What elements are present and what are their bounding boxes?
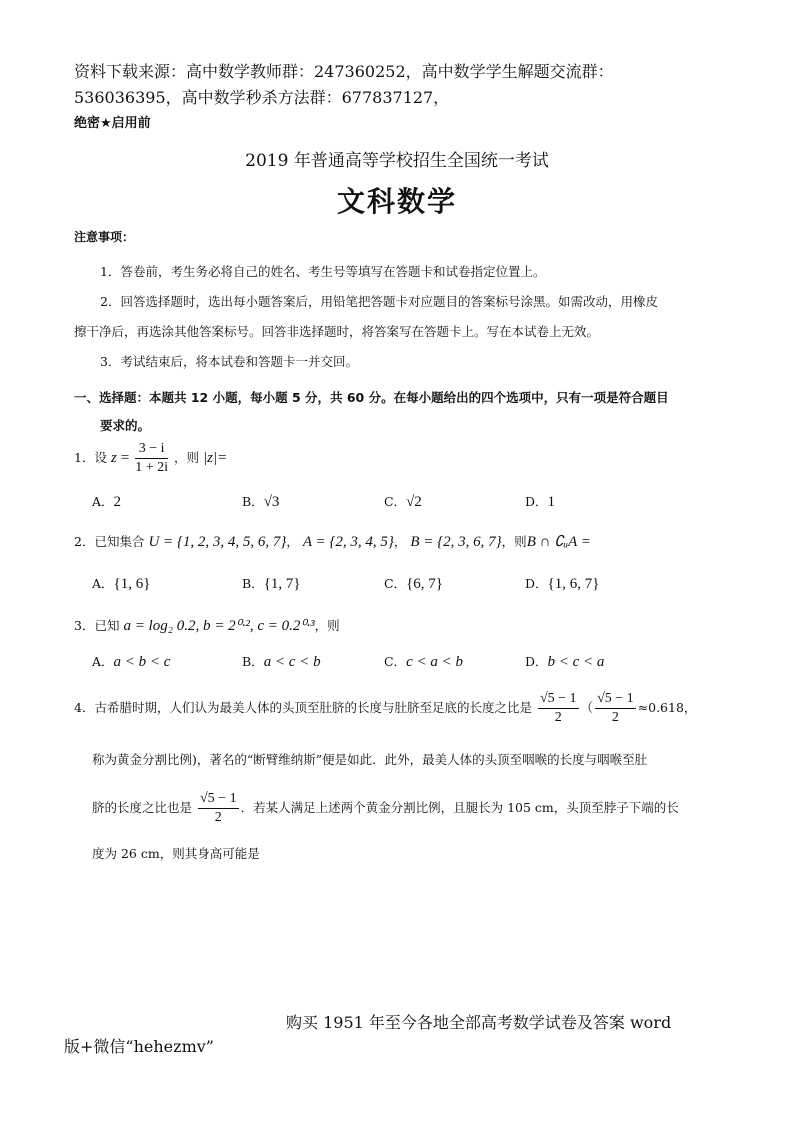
option-label: C． bbox=[384, 494, 407, 509]
q1-option-c[interactable] bbox=[384, 492, 422, 511]
q4-line-1-text: 4．古希腊时期，人们认为最美人体的头顶至肚脐的长度与肚脐至足底的长度之比是 bbox=[74, 700, 532, 715]
question-4-line-4: 度为 26 cm，则其身高可能是 bbox=[92, 846, 260, 861]
q2-option-d[interactable] bbox=[525, 574, 599, 593]
q2-option-c[interactable] bbox=[384, 574, 443, 593]
q3-expression: a = log₂ 0.2, b = 2⁰·², c = 0.2⁰·³ bbox=[123, 618, 315, 634]
q3-option-d[interactable] bbox=[525, 652, 604, 671]
q1-abs: |z|= bbox=[203, 450, 228, 466]
section-line-2: 要求的。 bbox=[100, 418, 151, 433]
footer-line-2: 版+微信“hehezmv” bbox=[64, 1037, 214, 1056]
confidential-label: 绝密★启用前 bbox=[74, 116, 151, 131]
option-label: A． bbox=[92, 576, 114, 591]
question-3 bbox=[74, 616, 340, 635]
q2-set-a: A = {2, 3, 4, 5} bbox=[302, 534, 394, 550]
q1-option-a[interactable] bbox=[92, 492, 121, 511]
q4-approx: ≈0.618， bbox=[637, 700, 697, 715]
option-value: {1, 6} bbox=[113, 576, 151, 592]
fraction-numerator: √5 − 1 bbox=[538, 690, 579, 709]
q2-set-b: B = {2, 3, 6, 7} bbox=[410, 534, 502, 550]
option-label: D． bbox=[525, 654, 548, 669]
option-label: B． bbox=[242, 654, 264, 669]
q3-option-c[interactable] bbox=[384, 652, 463, 671]
subject-title: 文科数学 bbox=[336, 185, 457, 218]
option-value: {1, 7} bbox=[263, 576, 301, 592]
option-value: a < c < b bbox=[263, 654, 321, 670]
q3-lead: 3．已知 bbox=[74, 618, 120, 633]
option-label: B． bbox=[242, 576, 264, 591]
option-value: 2 bbox=[113, 494, 122, 510]
option-value: √2 bbox=[406, 494, 422, 510]
header-source-line-2: 536036395，高中数学秒杀方法群：677837127， bbox=[74, 88, 450, 107]
q2-lead: 2．已知集合 bbox=[74, 534, 145, 549]
option-label: C． bbox=[384, 654, 407, 669]
q1-lead: 1．设 bbox=[74, 450, 107, 465]
question-1 bbox=[74, 440, 227, 477]
question-4-line-1 bbox=[74, 690, 734, 727]
notice-item-3: 3．考试结束后，将本试卷和答题卡一并交回。 bbox=[100, 354, 358, 369]
option-value: b < c < a bbox=[547, 654, 605, 670]
q4-golden-ratio-fraction-3 bbox=[198, 790, 239, 827]
option-value: a < b < c bbox=[113, 654, 171, 670]
q4-golden-ratio-fraction-2 bbox=[595, 690, 636, 727]
notice-item-2a: 2．回答选择题时，选出每小题答案后，用铅笔把答题卡对应题目的答案标号涂黑。如需改动，用橡皮 bbox=[100, 294, 658, 309]
option-label: D． bbox=[525, 576, 548, 591]
option-label: C． bbox=[384, 576, 407, 591]
fraction-numerator: √5 − 1 bbox=[595, 690, 636, 709]
q1-fraction-denominator: 1 + 2i bbox=[135, 460, 169, 475]
option-label: B． bbox=[242, 494, 264, 509]
exam-title: 2019 年普通高等学校招生全国统一考试 bbox=[245, 151, 549, 171]
q2-option-a[interactable] bbox=[92, 574, 150, 593]
notice-item-2b: 擦干净后，再选涂其他答案标号。回答非选择题时，将答案写在答题卡上。写在本试卷上无效。 bbox=[74, 324, 600, 339]
fraction-denominator: 2 bbox=[214, 810, 222, 825]
fraction-denominator: 2 bbox=[554, 710, 562, 725]
q1-fraction bbox=[135, 440, 168, 477]
q3-option-b[interactable] bbox=[242, 652, 321, 671]
option-value: {6, 7} bbox=[406, 576, 443, 592]
fraction-denominator: 2 bbox=[611, 710, 619, 725]
q4-line-3-post: ．若某人满足上述两个黄金分割比例，且腿长为 105 cm，头顶至脖子下端的长 bbox=[240, 800, 679, 815]
option-label: A． bbox=[92, 654, 114, 669]
q1-equals: = bbox=[120, 450, 130, 466]
question-2: 2．已知集合 U = {1, 2, 3, 4, 5, 6, 7}， A = {2, 3, 4, 5}， B = {2, 3, 6, 7}，则B ∩ ∁ᵤA = bbox=[74, 534, 591, 550]
q4-line-3-pre: 脐的长度之比也是 bbox=[92, 800, 193, 815]
question-4-line-2: 称为黄金分割比例)，著名的“断臂维纳斯”便是如此．此外，最美人体的头顶至咽喉的长度与咽喉至肚 bbox=[92, 752, 648, 767]
option-label: D． bbox=[525, 494, 548, 509]
q1-fraction-numerator: 3 − i bbox=[135, 440, 168, 459]
q2-expression: B ∩ ∁ᵤA = bbox=[526, 534, 591, 550]
q2-option-b[interactable] bbox=[242, 574, 301, 593]
q2-tail: ，则 bbox=[501, 534, 527, 549]
fraction-numerator: √5 − 1 bbox=[198, 790, 239, 809]
q1-var-z: z bbox=[110, 450, 117, 466]
option-label: A． bbox=[92, 494, 114, 509]
option-value: √3 bbox=[263, 494, 280, 510]
notice-item-1: 1．答卷前，考生务必将自己的姓名、考生号等填写在答题卡和试卷指定位置上。 bbox=[100, 264, 546, 279]
option-value: 1 bbox=[547, 494, 556, 510]
option-value: {1, 6, 7} bbox=[547, 576, 600, 592]
section-choice-heading bbox=[74, 384, 724, 440]
q1-option-d[interactable] bbox=[525, 492, 555, 511]
option-value: c < a < b bbox=[406, 654, 463, 670]
notice-title: 注意事项： bbox=[74, 230, 135, 244]
q4-golden-ratio-fraction bbox=[538, 690, 579, 727]
section-line-1: 一、选择题：本题共 12 小题，每小题 5 分，共 60 分。在每小题给出的四个选项中，只有一项是符合题目 bbox=[74, 390, 669, 405]
q2-set-u: U = {1, 2, 3, 4, 5, 6, 7} bbox=[148, 534, 287, 550]
question-4-line-3 bbox=[92, 790, 732, 827]
q1-option-b[interactable] bbox=[242, 492, 279, 511]
q3-tail: ，则 bbox=[314, 618, 340, 633]
q3-option-a[interactable] bbox=[92, 652, 170, 671]
q1-tail: ，则 bbox=[174, 450, 200, 465]
footer-line-1: 购买 1951 年至今各地全部高考数学试卷及答案 word bbox=[286, 1013, 672, 1032]
q4-paren-open: （ bbox=[580, 700, 594, 715]
header-source-line-1: 资料下载来源：高中数学教师群：247360252，高中数学学生解题交流群： bbox=[74, 62, 614, 81]
